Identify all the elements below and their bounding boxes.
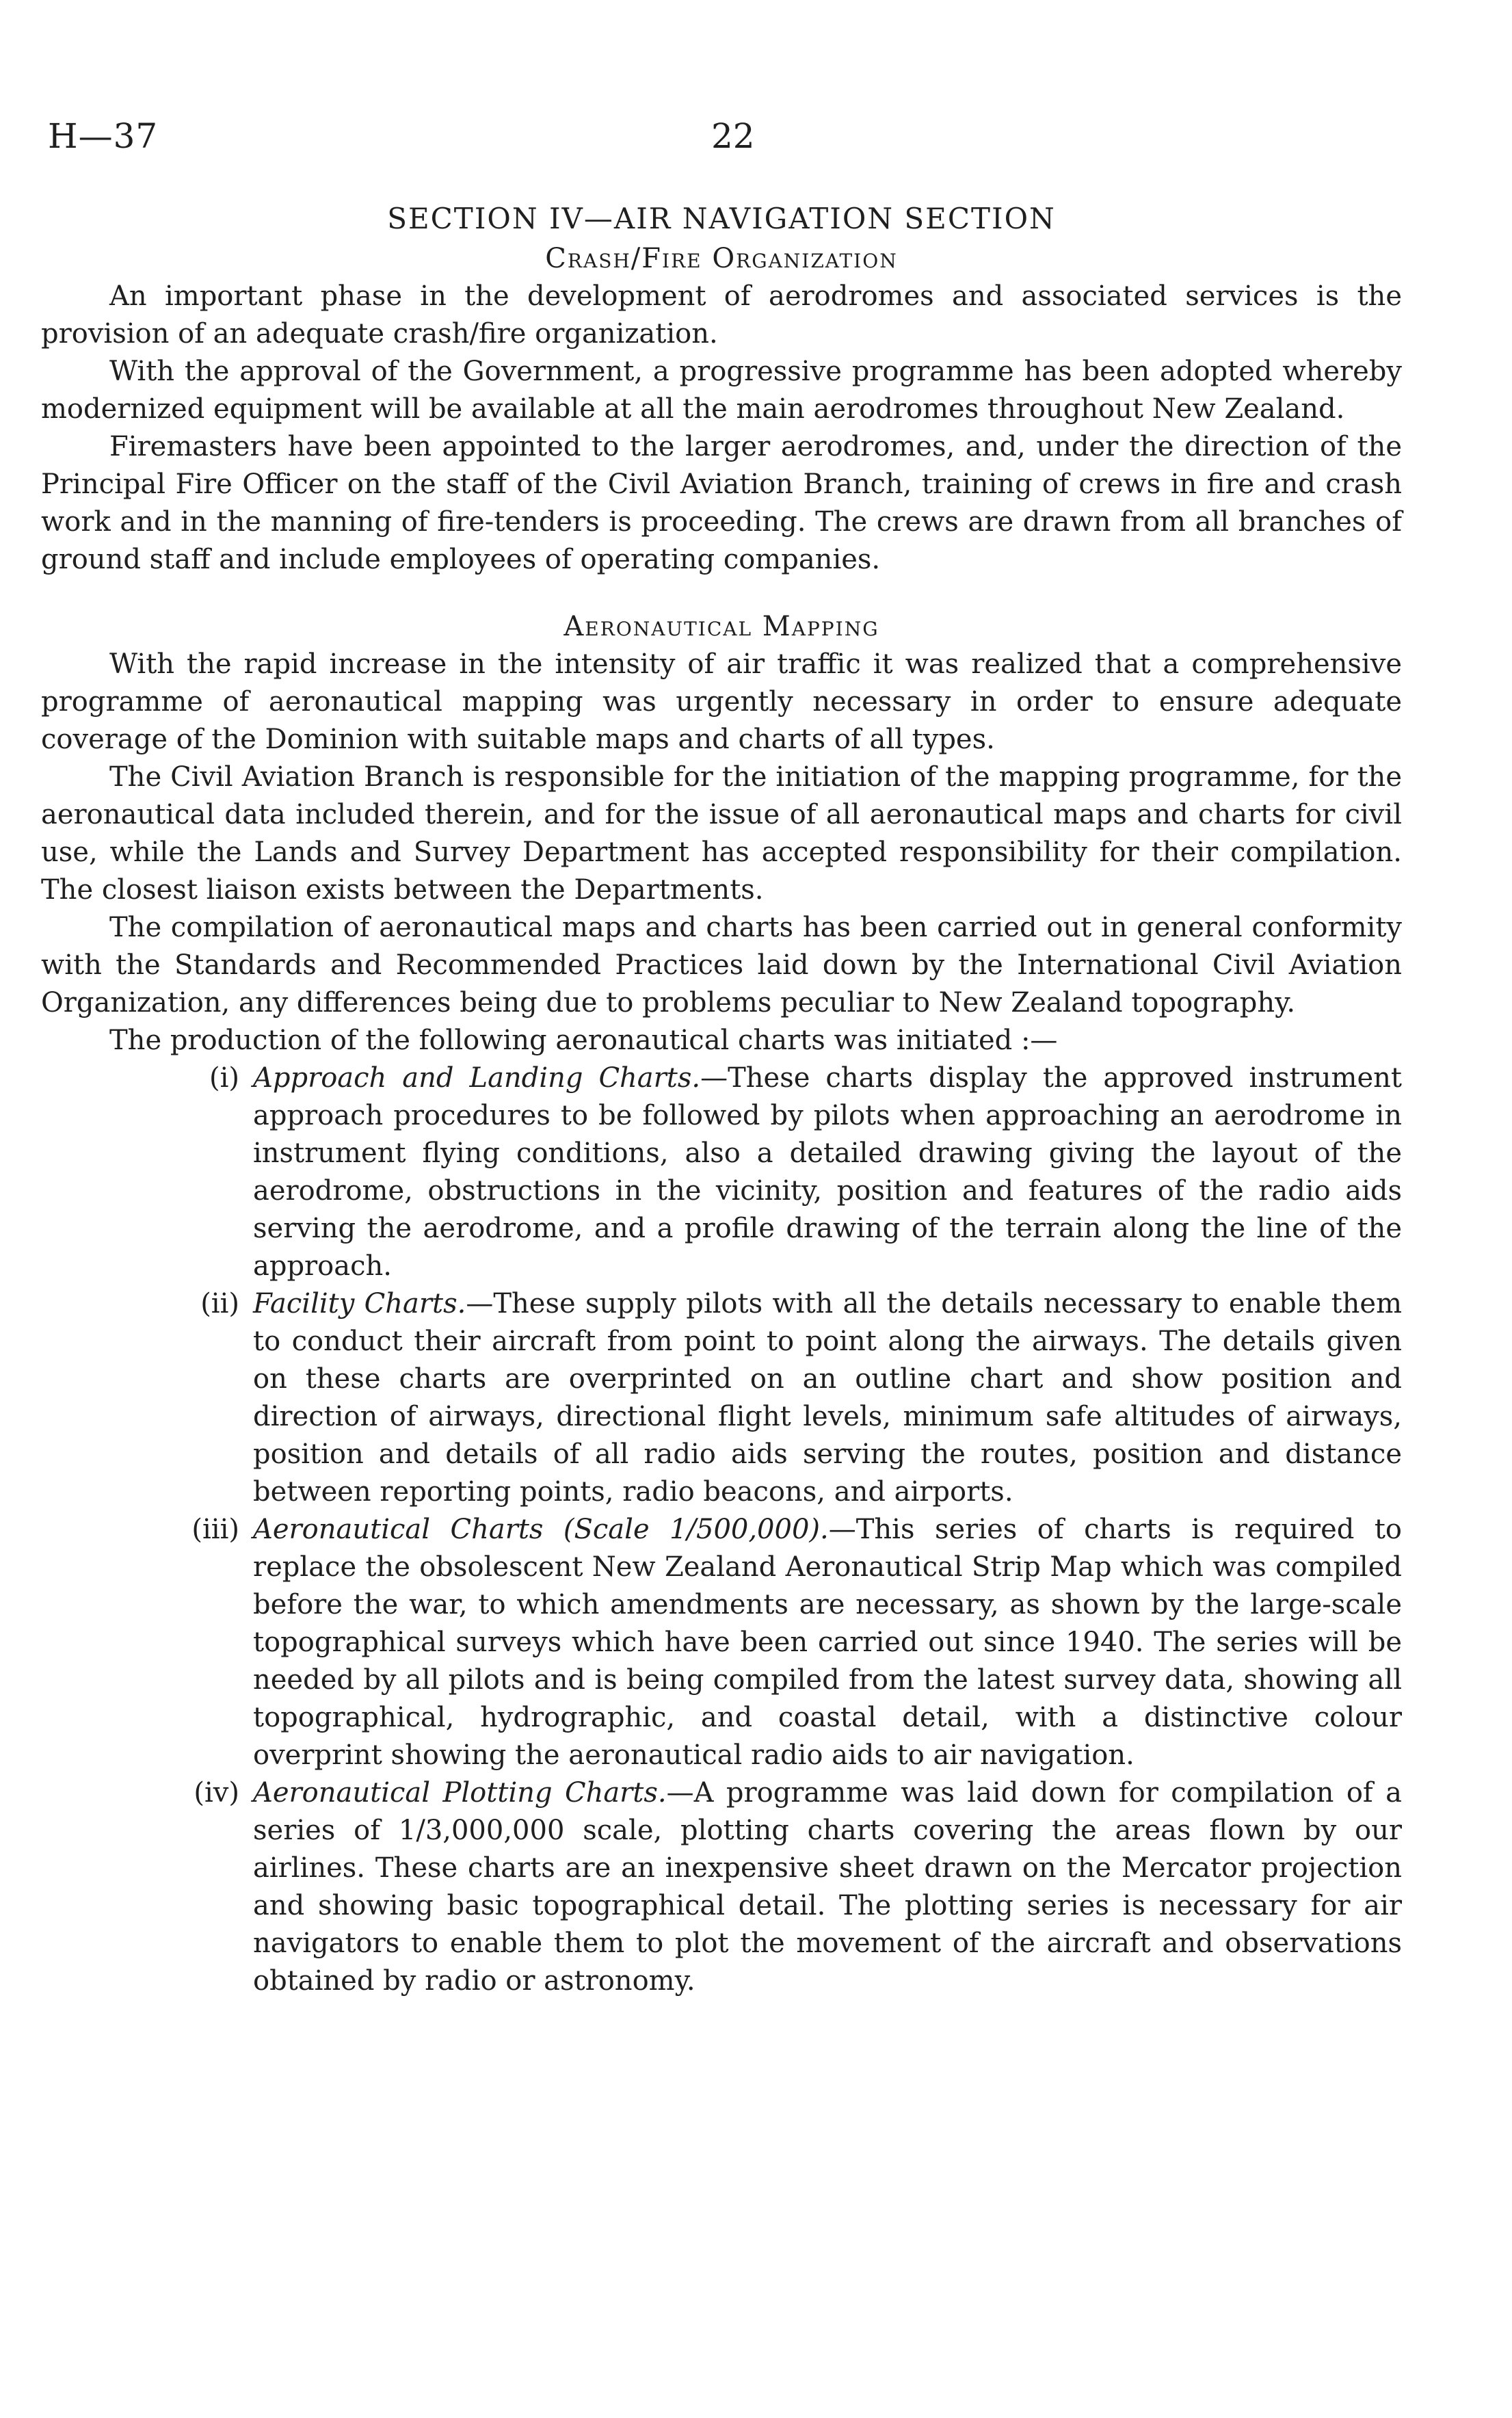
list-item-title: Aeronautical Plotting Charts. — [253, 1777, 667, 1809]
paragraph: The Civil Aviation Branch is responsible for the initiation of the mapping programme, for the aeronautical data included therein, and for the issue of all aeronautical maps and charts for civil use, while the Lands and Survey Department has accepted responsibility for their compilation. The closest liaison exists between the Departments. — [41, 761, 1402, 906]
paragraph: With the rapid increase in the intensity of air traffic it was realized that a comprehensive programme of aeronautical mapping was urgently necessary in order to ensure adequate coverage of the Dominion with suitable maps and charts of all types. — [41, 648, 1402, 755]
list-item-title: Approach and Landing Charts. — [253, 1062, 701, 1094]
page-header — [48, 116, 1464, 164]
subsection-heading-crash-fire: Crash/Fire Organization — [545, 243, 898, 274]
page-body — [41, 198, 1402, 2000]
list-item — [41, 1060, 1402, 1285]
list-item-text: —This series of charts is required to replace the obsolescent New Zealand Aeronautical Strip Map which was compiled before the war, to which amendments are necessary, as shown by the large-scale topographical surveys which have been carried out since 1940. The series will be needed by all pilots and is being compiled from the latest survey data, showing all topographical, hydrographic, and coastal detail, with a distinctive colour overprint showing the aeronautical radio aids to air navigation. — [253, 1514, 1402, 1771]
document-code: H—37 — [48, 116, 159, 156]
paragraph: The production of the following aeronautical charts was initiated :— — [109, 1025, 1058, 1056]
list-item-text: —A programme was laid down for compilation of a series of 1/3,000,000 scale, plotting charts covering the areas flown by our airlines. These charts are an inexpensive sheet drawn on the Mercator projection and showing basic topographical detail. The plotting series is necessary for air navigators to enable them to plot the movement of the aircraft and observations obtained by radio or astronomy. — [253, 1777, 1402, 1997]
list-item-title: Aeronautical Charts (Scale 1/500,000). — [253, 1514, 829, 1545]
list-item — [41, 1285, 1402, 1511]
chart-list — [41, 1060, 1402, 2000]
list-marker: (iii) — [191, 1514, 239, 1545]
paragraph: With the approval of the Government, a progressive programme has been adopted whereby modernized equipment will be available at all the main aerodromes throughout New Zealand. — [41, 356, 1402, 425]
list-marker: (ii) — [200, 1288, 239, 1319]
paragraph: The compilation of aeronautical maps and charts has been carried out in general conformity with the Standards and Recommended Practices laid down by the International Civil Aviation Organization, any differences being due to problems peculiar to New Zealand topography. — [41, 912, 1402, 1019]
subsection-heading-aeronautical-mapping: Aeronautical Mapping — [563, 611, 879, 642]
page-number: 22 — [711, 116, 755, 156]
list-marker: (iv) — [194, 1777, 239, 1809]
list-item — [41, 1774, 1402, 2000]
list-item-text: —These supply pilots with all the details necessary to enable them to conduct their aircraft from point to point along the airways. The details given on these charts are overprinted on an outline chart and show position and direction of airways, directional flight levels, minimum safe altitudes of airways, position and details of all radio aids serving the routes, position and distance between reporting points, radio beacons, and airports. — [253, 1288, 1403, 1508]
section-title: SECTION IV—AIR NAVIGATION SECTION — [387, 202, 1056, 235]
paragraph: An important phase in the development of aerodromes and associated services is the provision of an adequate crash/fire organization. — [41, 280, 1402, 350]
paragraph: Firemasters have been appointed to the larger aerodromes, and, under the direction of the Principal Fire Officer on the staff of the Civil Aviation Branch, training of crews in fire and crash work and in the manning of fire-tenders is proceeding. The crews are drawn from all branches of ground staff and include employees of operating companies. — [41, 431, 1402, 575]
list-item-text: —These charts display the approved instrument approach procedures to be followed by pilots when approaching an aerodrome in instrument flying conditions, also a detailed drawing giving the layout of the aerodrome, obstructions in the vicinity, position and features of the radio aids serving the aerodrome, and a profile drawing of the terrain along the line of the approach. — [253, 1062, 1402, 1282]
list-item-title: Facility Charts. — [253, 1288, 466, 1319]
list-item — [41, 1511, 1402, 1774]
list-marker: (i) — [209, 1062, 239, 1094]
